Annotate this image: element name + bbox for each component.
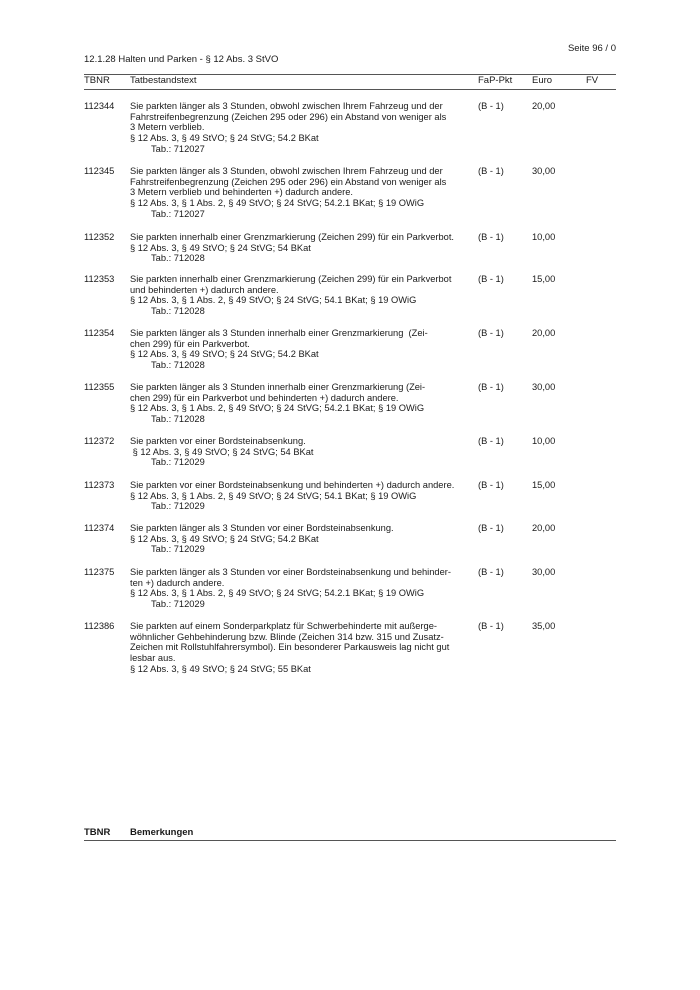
fap-points-cell: (B - 1): [478, 274, 504, 284]
tbnr-cell: 112375: [84, 567, 115, 577]
table-header: [84, 75, 616, 89]
text-line: § 12 Abs. 3, § 49 StVO; § 24 StVG; 54 BKat: [130, 446, 314, 457]
tbnr-cell: 112386: [84, 621, 115, 631]
text-line: § 12 Abs. 3, § 49 StVO; § 24 StVG; 54.2 BKat: [130, 133, 319, 144]
euro-cell: 20,00: [532, 523, 556, 533]
offence-text-cell: [130, 382, 460, 425]
fap-points-cell: (B - 1): [478, 523, 504, 533]
tab-reference: Tab.: 712028: [151, 306, 205, 317]
fap-points-cell: (B - 1): [478, 567, 504, 577]
fap-points-cell: (B - 1): [478, 436, 504, 446]
text-line: § 12 Abs. 3, § 1 Abs. 2, § 49 StVO; § 24 StVG; 54.1 BKat; § 19 OWiG: [130, 295, 417, 306]
tab-reference: Tab.: 712027: [151, 208, 205, 219]
offence-text-cell: [130, 436, 460, 468]
tbnr-cell: 112344: [84, 101, 115, 111]
euro-cell: 15,00: [532, 480, 556, 490]
tab-reference: Tab.: 712028: [151, 360, 205, 371]
euro-cell: 20,00: [532, 101, 556, 111]
text-line: Sie parkten innerhalb einer Grenzmarkierung (Zeichen 299) für ein Parkverbot: [130, 274, 452, 284]
offence-text-cell: [130, 328, 460, 371]
text-line: § 12 Abs. 3, § 1 Abs. 2, § 49 StVO; § 24 StVG; 54.2.1 BKat; § 19 OWiG: [130, 588, 425, 599]
tbnr-cell: 112374: [84, 523, 115, 533]
text-line: Zeichen mit Rollstuhlfahrersymbol). Ein besonderer Parkausweis lag nicht gut: [130, 642, 450, 653]
fap-points-cell: (B - 1): [478, 166, 504, 176]
remarks-rule: [84, 840, 616, 841]
header-fap: FaP-Pkt: [478, 75, 513, 86]
header-euro: Euro: [532, 75, 553, 86]
text-line: Sie parkten länger als 3 Stunden, obwohl zwischen Ihrem Fahrzeug und der: [130, 101, 443, 111]
text-line: wöhnlicher Gehbehinderung bzw. Blinde (Zeichen 314 bzw. 315 und Zusatz-: [130, 631, 444, 642]
euro-cell: 30,00: [532, 166, 556, 176]
header-text: Tatbestandstext: [130, 75, 197, 86]
text-line: Sie parkten länger als 3 Stunden vor einer Bordsteinabsenkung.: [130, 523, 394, 533]
header-bottom-rule: [84, 89, 616, 90]
header-top-rule: [84, 74, 616, 75]
page-number: Seite 96 / 0: [567, 43, 616, 54]
offence-text-cell: [130, 523, 460, 555]
text-line: ten +) dadurch andere.: [130, 577, 225, 588]
tbnr-cell: 112345: [84, 166, 115, 176]
offence-text-cell: [130, 274, 460, 317]
tab-reference: Tab.: 712029: [151, 544, 205, 555]
tbnr-cell: 112352: [84, 232, 115, 242]
text-line: 3 Metern verblieb.: [130, 122, 205, 133]
text-line: § 12 Abs. 3, § 1 Abs. 2, § 49 StVO; § 24 StVG; 54.2.1 BKat; § 19 OWiG: [130, 198, 425, 209]
euro-cell: 30,00: [532, 567, 556, 577]
text-line: Fahrstreifenbegrenzung (Zeichen 295 oder 296) ein Abstand von weniger als: [130, 111, 447, 122]
tbnr-cell: 112373: [84, 480, 115, 490]
tab-reference: Tab.: 712029: [151, 599, 205, 610]
fap-points-cell: (B - 1): [478, 480, 504, 490]
euro-cell: 35,00: [532, 621, 556, 631]
tab-reference: Tab.: 712029: [151, 501, 205, 512]
text-line: chen 299) für ein Parkverbot und behinderten +) dadurch andere.: [130, 392, 399, 403]
text-line: Sie parkten vor einer Bordsteinabsenkung.: [130, 436, 306, 446]
text-line: und behinderten +) dadurch andere.: [130, 284, 279, 295]
fap-points-cell: (B - 1): [478, 101, 504, 111]
tbnr-cell: 112372: [84, 436, 115, 446]
text-line: § 12 Abs. 3, § 49 StVO; § 24 StVG; 54.2 BKat: [130, 349, 319, 360]
tab-reference: Tab.: 712028: [151, 253, 205, 264]
text-line: Sie parkten länger als 3 Stunden vor einer Bordsteinabsenkung und behinder-: [130, 567, 451, 577]
header-fv: FV: [586, 75, 599, 86]
text-line: § 12 Abs. 3, § 49 StVO; § 24 StVG; 54 BKat: [130, 242, 311, 253]
offence-text-cell: [130, 621, 460, 675]
text-line: § 12 Abs. 3, § 1 Abs. 2, § 49 StVO; § 24 StVG; 54.2.1 BKat; § 19 OWiG: [130, 403, 425, 414]
offence-text-cell: [130, 567, 460, 610]
text-line: § 12 Abs. 3, § 1 Abs. 2, § 49 StVO; § 24 StVG; 54.1 BKat; § 19 OWiG: [130, 490, 417, 501]
section-title: 12.1.28 Halten und Parken - § 12 Abs. 3 StVO: [84, 54, 279, 65]
text-line: § 12 Abs. 3, § 49 StVO; § 24 StVG; 54.2 BKat: [130, 533, 319, 544]
euro-cell: 20,00: [532, 328, 556, 338]
remarks-label: Bemerkungen: [130, 827, 194, 838]
text-line: Sie parkten länger als 3 Stunden, obwohl zwischen Ihrem Fahrzeug und der: [130, 166, 443, 176]
text-line: lesbar aus.: [130, 653, 176, 664]
tab-reference: Tab.: 712029: [151, 457, 205, 468]
fap-points-cell: (B - 1): [478, 328, 504, 338]
fap-points-cell: (B - 1): [478, 621, 504, 631]
text-line: Fahrstreifenbegrenzung (Zeichen 295 oder 296) ein Abstand von weniger als: [130, 176, 447, 187]
fap-points-cell: (B - 1): [478, 382, 504, 392]
tbnr-cell: 112355: [84, 382, 115, 392]
offence-text-cell: [130, 480, 460, 512]
header-tbnr: TBNR: [84, 75, 110, 86]
offence-text-cell: [130, 166, 460, 220]
tbnr-cell: 112353: [84, 274, 115, 284]
text-line: § 12 Abs. 3, § 49 StVO; § 24 StVG; 55 BKat: [130, 663, 311, 674]
tab-reference: Tab.: 712027: [151, 143, 205, 154]
fap-points-cell: (B - 1): [478, 232, 504, 242]
offence-text-cell: [130, 232, 460, 264]
text-line: Sie parkten innerhalb einer Grenzmarkierung (Zeichen 299) für ein Parkverbot.: [130, 232, 455, 242]
remarks-tbnr: TBNR: [84, 827, 111, 838]
tab-reference: Tab.: 712028: [151, 414, 205, 425]
text-line: Sie parkten länger als 3 Stunden innerhalb einer Grenzmarkierung (Zei-: [130, 382, 426, 392]
text-line: Sie parkten länger als 3 Stunden innerhalb einer Grenzmarkierung (Zei-: [130, 328, 428, 338]
offence-text-cell: [130, 101, 460, 155]
euro-cell: 10,00: [532, 436, 556, 446]
text-line: Sie parkten vor einer Bordsteinabsenkung und behinderten +) dadurch andere.: [130, 480, 455, 490]
tbnr-cell: 112354: [84, 328, 115, 338]
text-line: chen 299) für ein Parkverbot.: [130, 338, 250, 349]
euro-cell: 30,00: [532, 382, 556, 392]
text-line: Sie parkten auf einem Sonderparkplatz für Schwerbehinderte mit außerge-: [130, 621, 437, 631]
euro-cell: 15,00: [532, 274, 556, 284]
euro-cell: 10,00: [532, 232, 556, 242]
text-line: 3 Metern verblieb und behinderten +) dadurch andere.: [130, 187, 354, 198]
